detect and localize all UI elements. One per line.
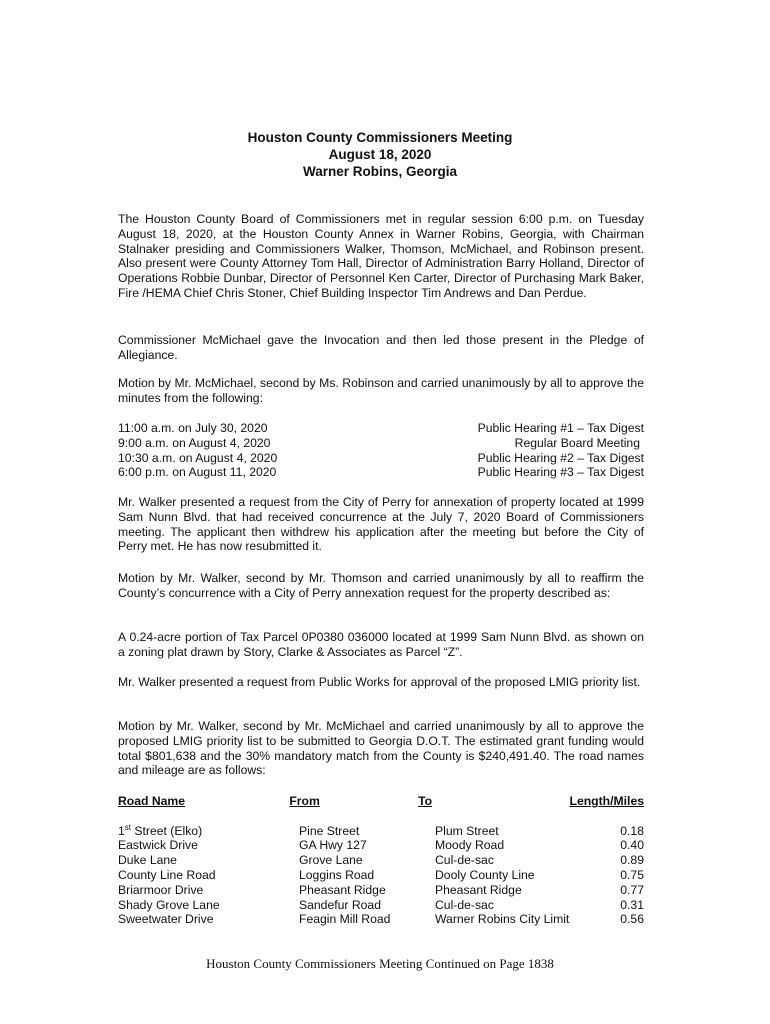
minutes-row xyxy=(118,436,644,451)
road-name: Sweetwater Drive xyxy=(118,912,214,927)
road-name: Duke Lane xyxy=(118,853,177,868)
road-name: Shady Grove Lane xyxy=(118,897,220,912)
meeting-location: Warner Robins, Georgia xyxy=(302,164,458,179)
road-to: Cul-de-sac xyxy=(435,853,494,868)
minutes-list xyxy=(118,421,644,480)
road-to: Cul-de-sac xyxy=(435,897,494,912)
road-name: Eastwick Drive xyxy=(118,838,198,853)
table-row xyxy=(118,898,644,913)
minutes-row xyxy=(118,465,644,480)
perry-request-paragraph: Mr. Walker presented a request from the City of Perry for annexation of property located at 1999 Sam Nunn Blvd. that had received concurrence at the July 7, 2020 Board of Commissioners meeting. The applicant then withdrew his application after the meeting but before the City of Perry met. He has now resubmitted it. xyxy=(118,495,644,554)
minutes-row xyxy=(118,451,644,466)
road-name-number: 1 xyxy=(118,823,125,838)
road-name: County Line Road xyxy=(118,867,216,882)
road-from: Pheasant Ridge xyxy=(299,882,386,897)
minutes-date: 10:30 a.m. on August 4, 2020 xyxy=(118,450,278,465)
parcel-paragraph: A 0.24-acre portion of Tax Parcel 0P0380 036000 located at 1999 Sam Nunn Blvd. as shown on a zoning plat drawn by Story, Clarke & Associates as Parcel “Z”. xyxy=(118,630,644,659)
road-name: Briarmoor Drive xyxy=(118,882,204,897)
table-row xyxy=(118,838,644,853)
road-length: 0.40 xyxy=(620,838,644,853)
road-table xyxy=(118,794,644,927)
table-row xyxy=(118,853,644,868)
document-title xyxy=(0,129,760,180)
road-to: Plum Street xyxy=(435,823,499,838)
invocation-paragraph: Commissioner McMichael gave the Invocation and then led those present in the Pledge of Allegiance. xyxy=(118,333,644,362)
road-table-header xyxy=(118,794,644,809)
road-from: Feagin Mill Road xyxy=(299,912,391,927)
meeting-date: August 18, 2020 xyxy=(328,147,432,162)
minutes-date: 6:00 p.m. on August 11, 2020 xyxy=(118,465,277,480)
opening-paragraph: The Houston County Board of Commissioners met in regular session 6:00 p.m. on Tuesday August 18, 2020, at the Houston County Annex in Warner Robins, Georgia, with Chairman Stalnaker presiding and Commissioners Walker, Thomson, McMichael, and Robinson present. Also present were County Attorney Tom Hall, Director of Administration Barry Holland, Director of Operations Robbie Dunbar, Director of Personnel Ken Carter, Director of Purchasing Mark Baker, Fire /HEMA Chief Chris Stoner, Chief Building Inspector Tim Andrews and Dan Perdue. xyxy=(118,212,644,300)
header-to: To xyxy=(418,794,433,808)
road-length: 0.31 xyxy=(620,897,644,912)
minutes-event: Regular Board Meeting xyxy=(514,435,640,450)
perry-motion-paragraph: Motion by Mr. Walker, second by Mr. Thomson and carried unanimously by all to reaffirm the County’s concurrence with a City of Perry annexation request for the property described as: xyxy=(118,571,644,600)
continuation-footer: Houston County Commissioners Meeting Continued on Page 1838 xyxy=(206,956,554,971)
road-from: GA Hwy 127 xyxy=(299,838,367,853)
header-road-name: Road Name xyxy=(118,794,186,808)
minutes-event: Public Hearing #1 – Tax Digest xyxy=(477,421,644,435)
road-name-rest: Street (Elko) xyxy=(131,823,203,838)
table-row xyxy=(118,868,644,883)
road-length: 0.18 xyxy=(620,823,644,838)
road-from: Pine Street xyxy=(299,823,360,838)
minutes-motion-paragraph: Motion by Mr. McMichael, second by Ms. Robinson and carried unanimously by all to approve the minutes from the following: xyxy=(118,376,644,405)
road-name-suffix: st xyxy=(124,822,132,832)
road-to: Warner Robins City Limit xyxy=(435,912,570,927)
lmig-motion-paragraph: Motion by Mr. Walker, second by Mr. McMichael and carried unanimously by all to approve the proposed LMIG priority list to be submitted to Georgia D.O.T. The estimated grant funding would total $801,638 and the 30% mandatory match from the County is $240,491.40. The road names and mileage are as follows: xyxy=(118,719,644,778)
table-row xyxy=(118,824,644,839)
lmig-request-paragraph: Mr. Walker presented a request from Public Works for approval of the proposed LMIG priority list. xyxy=(118,675,641,689)
road-to: Pheasant Ridge xyxy=(435,882,522,897)
header-length: Length/Miles xyxy=(569,794,644,808)
road-length: 0.56 xyxy=(620,912,644,927)
road-name xyxy=(118,824,299,839)
road-from: Grove Lane xyxy=(299,853,363,868)
minutes-row xyxy=(118,421,644,436)
road-to: Moody Road xyxy=(435,838,505,853)
meeting-name: Houston County Commissioners Meeting xyxy=(247,130,513,145)
road-length: 0.77 xyxy=(620,882,644,897)
road-length: 0.75 xyxy=(620,867,644,882)
minutes-date: 9:00 a.m. on August 4, 2020 xyxy=(118,435,271,450)
table-row xyxy=(118,883,644,898)
road-from: Sandefur Road xyxy=(299,897,381,912)
minutes-date: 11:00 a.m. on July 30, 2020 xyxy=(118,421,268,435)
minutes-event: Public Hearing #2 – Tax Digest xyxy=(477,450,644,465)
table-row xyxy=(118,912,644,927)
minutes-event: Public Hearing #3 – Tax Digest xyxy=(477,465,644,480)
road-from: Loggins Road xyxy=(299,867,375,882)
road-to: Dooly County Line xyxy=(435,867,535,882)
road-length: 0.89 xyxy=(620,853,644,868)
header-from: From xyxy=(289,794,320,808)
